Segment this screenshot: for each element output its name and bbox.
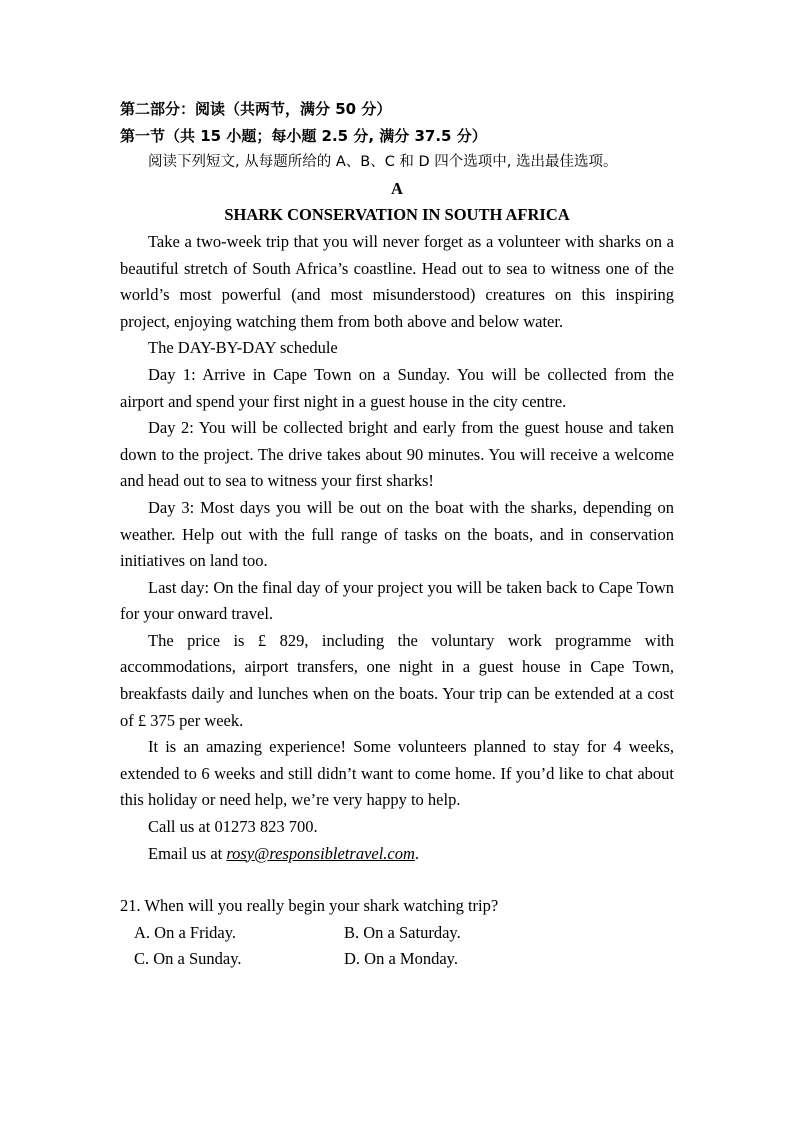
- passage-label: A: [391, 178, 403, 198]
- price-paragraph: The price is £ 829, including the voluntary work programme with accommodations, airport transfers, one night in a guest house in Cape Town, breakfasts daily and lunches when on the boats. Your trip can be extended at a cost of £ 375 per week.: [120, 630, 674, 730]
- passage-intro: Take a two-week trip that you will never forget as a volunteer with sharks on a beautiful stretch of South Africa’s coastline. Head out to sea to witness one of the world’s most powerful (and most misunderstood) creatures on this inspiring project, enjoying watching them from both above and below water.: [120, 231, 674, 331]
- schedule-day1: Day 1: Arrive in Cape Town on a Sunday. You will be collected from the airport and spend your first night in a guest house in the city centre.: [120, 364, 674, 411]
- spacer: [120, 867, 674, 893]
- option-b: B. On a Saturday.: [344, 922, 461, 942]
- options-row-1: [120, 920, 674, 947]
- experience-paragraph: It is an amazing experience! Some volunteers planned to stay for 4 weeks, extended to 6 weeks and still didn’t want to come home. If you’d like to chat about this holiday or need help, we’re very happy to help.: [120, 737, 674, 810]
- email-link[interactable]: rosy@responsibletravel.com: [226, 843, 415, 863]
- section-subheading: 第一节（共 15 小题；每小题 2.5 分, 满分 37.5 分）: [120, 126, 487, 145]
- schedule-heading: The DAY-BY-DAY schedule: [148, 338, 338, 358]
- option-a: A. On a Friday.: [134, 922, 237, 942]
- schedule-last-day: Last day: On the final day of your project you will be taken back to Cape Town for your onward travel.: [120, 577, 674, 624]
- email-suffix: .: [414, 843, 420, 863]
- schedule-day3: Day 3: Most days you will be out on the boat with the sharks, depending on weather. Help out with the full range of tasks on the boats, and in conservation initiatives on land too.: [120, 497, 674, 571]
- exam-page: [120, 96, 674, 973]
- section-heading: 第二部分：阅读（共两节，满分 50 分）: [120, 100, 392, 118]
- email-prefix: Email us at: [148, 843, 227, 863]
- email-line: [120, 841, 674, 868]
- option-d: D. On a Monday.: [344, 949, 458, 969]
- schedule-day2: Day 2: You will be collected bright and early from the guest house and taken down to the project. The drive takes about 90 minutes. You will receive a welcome and head out to sea to witness your first sharks!: [120, 418, 674, 491]
- call-line: Call us at 01273 823 700.: [148, 817, 318, 837]
- options-row-2: [120, 946, 674, 973]
- section-instruction: 阅读下列短文, 从每题所给的 A、B、C 和 D 四个选项中, 选出最佳选项。: [148, 154, 618, 171]
- question-text: 21. When will you really begin your shark watching trip?: [120, 896, 499, 916]
- option-c: C. On a Sunday.: [134, 949, 242, 969]
- passage-title: SHARK CONSERVATION IN SOUTH AFRICA: [224, 205, 570, 225]
